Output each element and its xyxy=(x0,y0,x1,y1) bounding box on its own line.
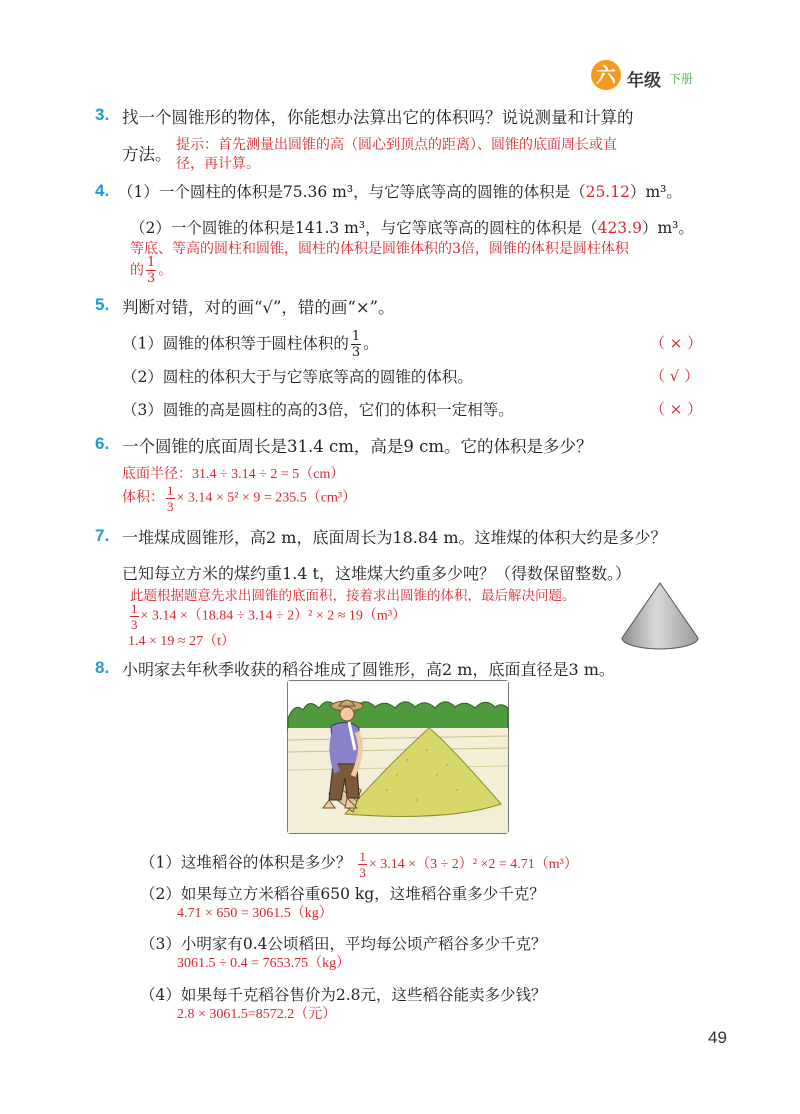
volume-label: 下册 xyxy=(669,72,694,86)
q4-number: 4. xyxy=(95,181,110,200)
q7-answer-weight: 1.4 × 19 ≈ 27（t） xyxy=(128,634,235,649)
grade-badge: 六 xyxy=(591,60,621,90)
q8-part4-answer: 2.8 × 3061.5=8572.2（元） xyxy=(177,1007,337,1022)
q5-item-1-fraction: $\frac{1}{3}$ xyxy=(351,329,361,360)
q4-part1-answer: 25.12 xyxy=(585,183,630,201)
q5-item-3: （3）圆锥的高是圆柱的高的3倍，它们的体积一定相等。 xyxy=(122,401,514,419)
q8-part1-expression: × 3.14 ×（3 ÷ 2）² ×2 = 4.71（m³） xyxy=(368,856,578,872)
grade-label: 年级 xyxy=(627,71,661,91)
q3-number: 3. xyxy=(95,105,110,124)
q4-note-line2 xyxy=(130,256,172,285)
q5-item-2: （2）圆柱的体积大于与它等底等高的圆锥的体积。 xyxy=(122,368,473,386)
q6-answer-fraction: $\frac{1}{3}$ xyxy=(167,483,174,514)
q8-part2: （2）如果每立方米稻谷重650 kg，这堆稻谷重多少千克？ xyxy=(140,885,545,903)
q7-stem-line2: 已知每立方米的煤约重1.4 t，这堆煤大约重多少吨？（得数保留整数。） xyxy=(122,564,631,583)
q3-stem-line1: 找一个圆锥形的物体，你能想办法算出它的体积吗？说说测量和计算的 xyxy=(122,108,634,127)
q4-part2-answer: 423.9 xyxy=(597,219,642,237)
q4-part1-unit: ）m³。 xyxy=(629,183,682,201)
q3-stem-line2: 方法。 xyxy=(122,145,172,164)
q7-answer-expression: × 3.14 ×（18.84 ÷ 3.14 ÷ 2）² × 2 ≈ 19（m³） xyxy=(140,608,407,624)
q3-hint-line2: 径，再计算。 xyxy=(176,156,260,172)
q8-part1-fraction: $\frac{1}{3}$ xyxy=(359,849,366,880)
q4-part2 xyxy=(130,216,694,238)
q4-part1-text: （1）一个圆柱的体积是75.36 m³，与它等底等高的圆锥的体积是（ xyxy=(118,183,586,201)
q5-item-2-mark: （ √ ） xyxy=(650,367,700,385)
q8-part1-answer xyxy=(356,849,578,880)
q5-number: 5. xyxy=(95,295,110,314)
q5-stem: 判断对错，对的画“√”，错的画“×”。 xyxy=(122,298,395,317)
q4-part1 xyxy=(118,180,682,202)
q4-note-suffix: 。 xyxy=(158,262,173,279)
q4-part2-unit: ）m³。 xyxy=(641,219,694,237)
q7-number: 7. xyxy=(95,526,110,545)
q4-note-line1: 等底、等高的圆柱和圆锥，圆柱的体积是圆锥体积的3倍，圆锥的体积是圆柱体积 xyxy=(130,241,629,257)
q4-note-prefix: 的 xyxy=(130,262,144,279)
q6-stem: 一个圆锥的底面周长是31.4 cm，高是9 cm。它的体积是多少？ xyxy=(122,437,593,456)
q3-hint-line1: 提示：首先测量出圆锥的高（圆心到顶点的距离）、圆锥的底面周长或直 xyxy=(176,137,617,153)
q4-part2-text: （2）一个圆锥的体积是141.3 m³，与它等底等高的圆柱的体积是（ xyxy=(130,219,598,237)
q6-answer-expression: × 3.14 × 5² × 9 = 235.5（cm³） xyxy=(176,490,357,506)
q7-answer-volume xyxy=(128,602,406,631)
q5-item-1-mark: （ × ） xyxy=(650,334,703,352)
rice-pile-illustration xyxy=(287,680,509,834)
q8-number: 8. xyxy=(95,658,110,677)
q4-note-fraction: $\frac{1}{3}$ xyxy=(147,255,156,286)
cone-illustration xyxy=(618,580,702,654)
q8-part2-answer: 4.71 × 650 = 3061.5（kg） xyxy=(177,906,333,921)
q6-number: 6. xyxy=(95,434,110,453)
q8-part3: （3）小明家有0.4公顷稻田，平均每公顷产稻谷多少千克？ xyxy=(140,935,547,953)
q5-item-1 xyxy=(122,330,379,359)
q8-part1 xyxy=(140,850,578,879)
q5-item-1-end: 。 xyxy=(363,334,379,353)
q8-part3-answer: 3061.5 ÷ 0.4 = 7653.75（kg） xyxy=(177,956,351,971)
q5-item-3-mark: （ × ） xyxy=(650,400,703,418)
q5-item-1-text: （1）圆锥的体积等于圆柱体积的 xyxy=(122,334,349,353)
q8-part1-text: （1）这堆稻谷的体积是多少？ xyxy=(140,853,352,872)
q8-part4: （4）如果每千克稻谷售价为2.8元，这些稻谷能卖多少钱？ xyxy=(140,986,547,1004)
q6-answer-radius: 底面半径：31.4 ÷ 3.14 ÷ 2 = 5（cm） xyxy=(122,467,345,482)
page-number: 49 xyxy=(708,1028,727,1047)
q7-hint: 此题根据题意先求出圆锥的底面积，接着求出圆锥的体积，最后解决问题。 xyxy=(130,588,576,604)
q6-answer-label: 体积： xyxy=(122,490,164,506)
q7-stem-line1: 一堆煤成圆锥形，高2 m，底面周长为18.84 m。这堆煤的体积大约是多少？ xyxy=(122,528,667,547)
q6-answer-volume xyxy=(122,484,356,513)
q7-answer-fraction: $\frac{1}{3}$ xyxy=(131,601,138,632)
q8-stem: 小明家去年秋季收获的稻谷堆成了圆锥形，高2 m，底面直径是3 m。 xyxy=(122,660,615,679)
